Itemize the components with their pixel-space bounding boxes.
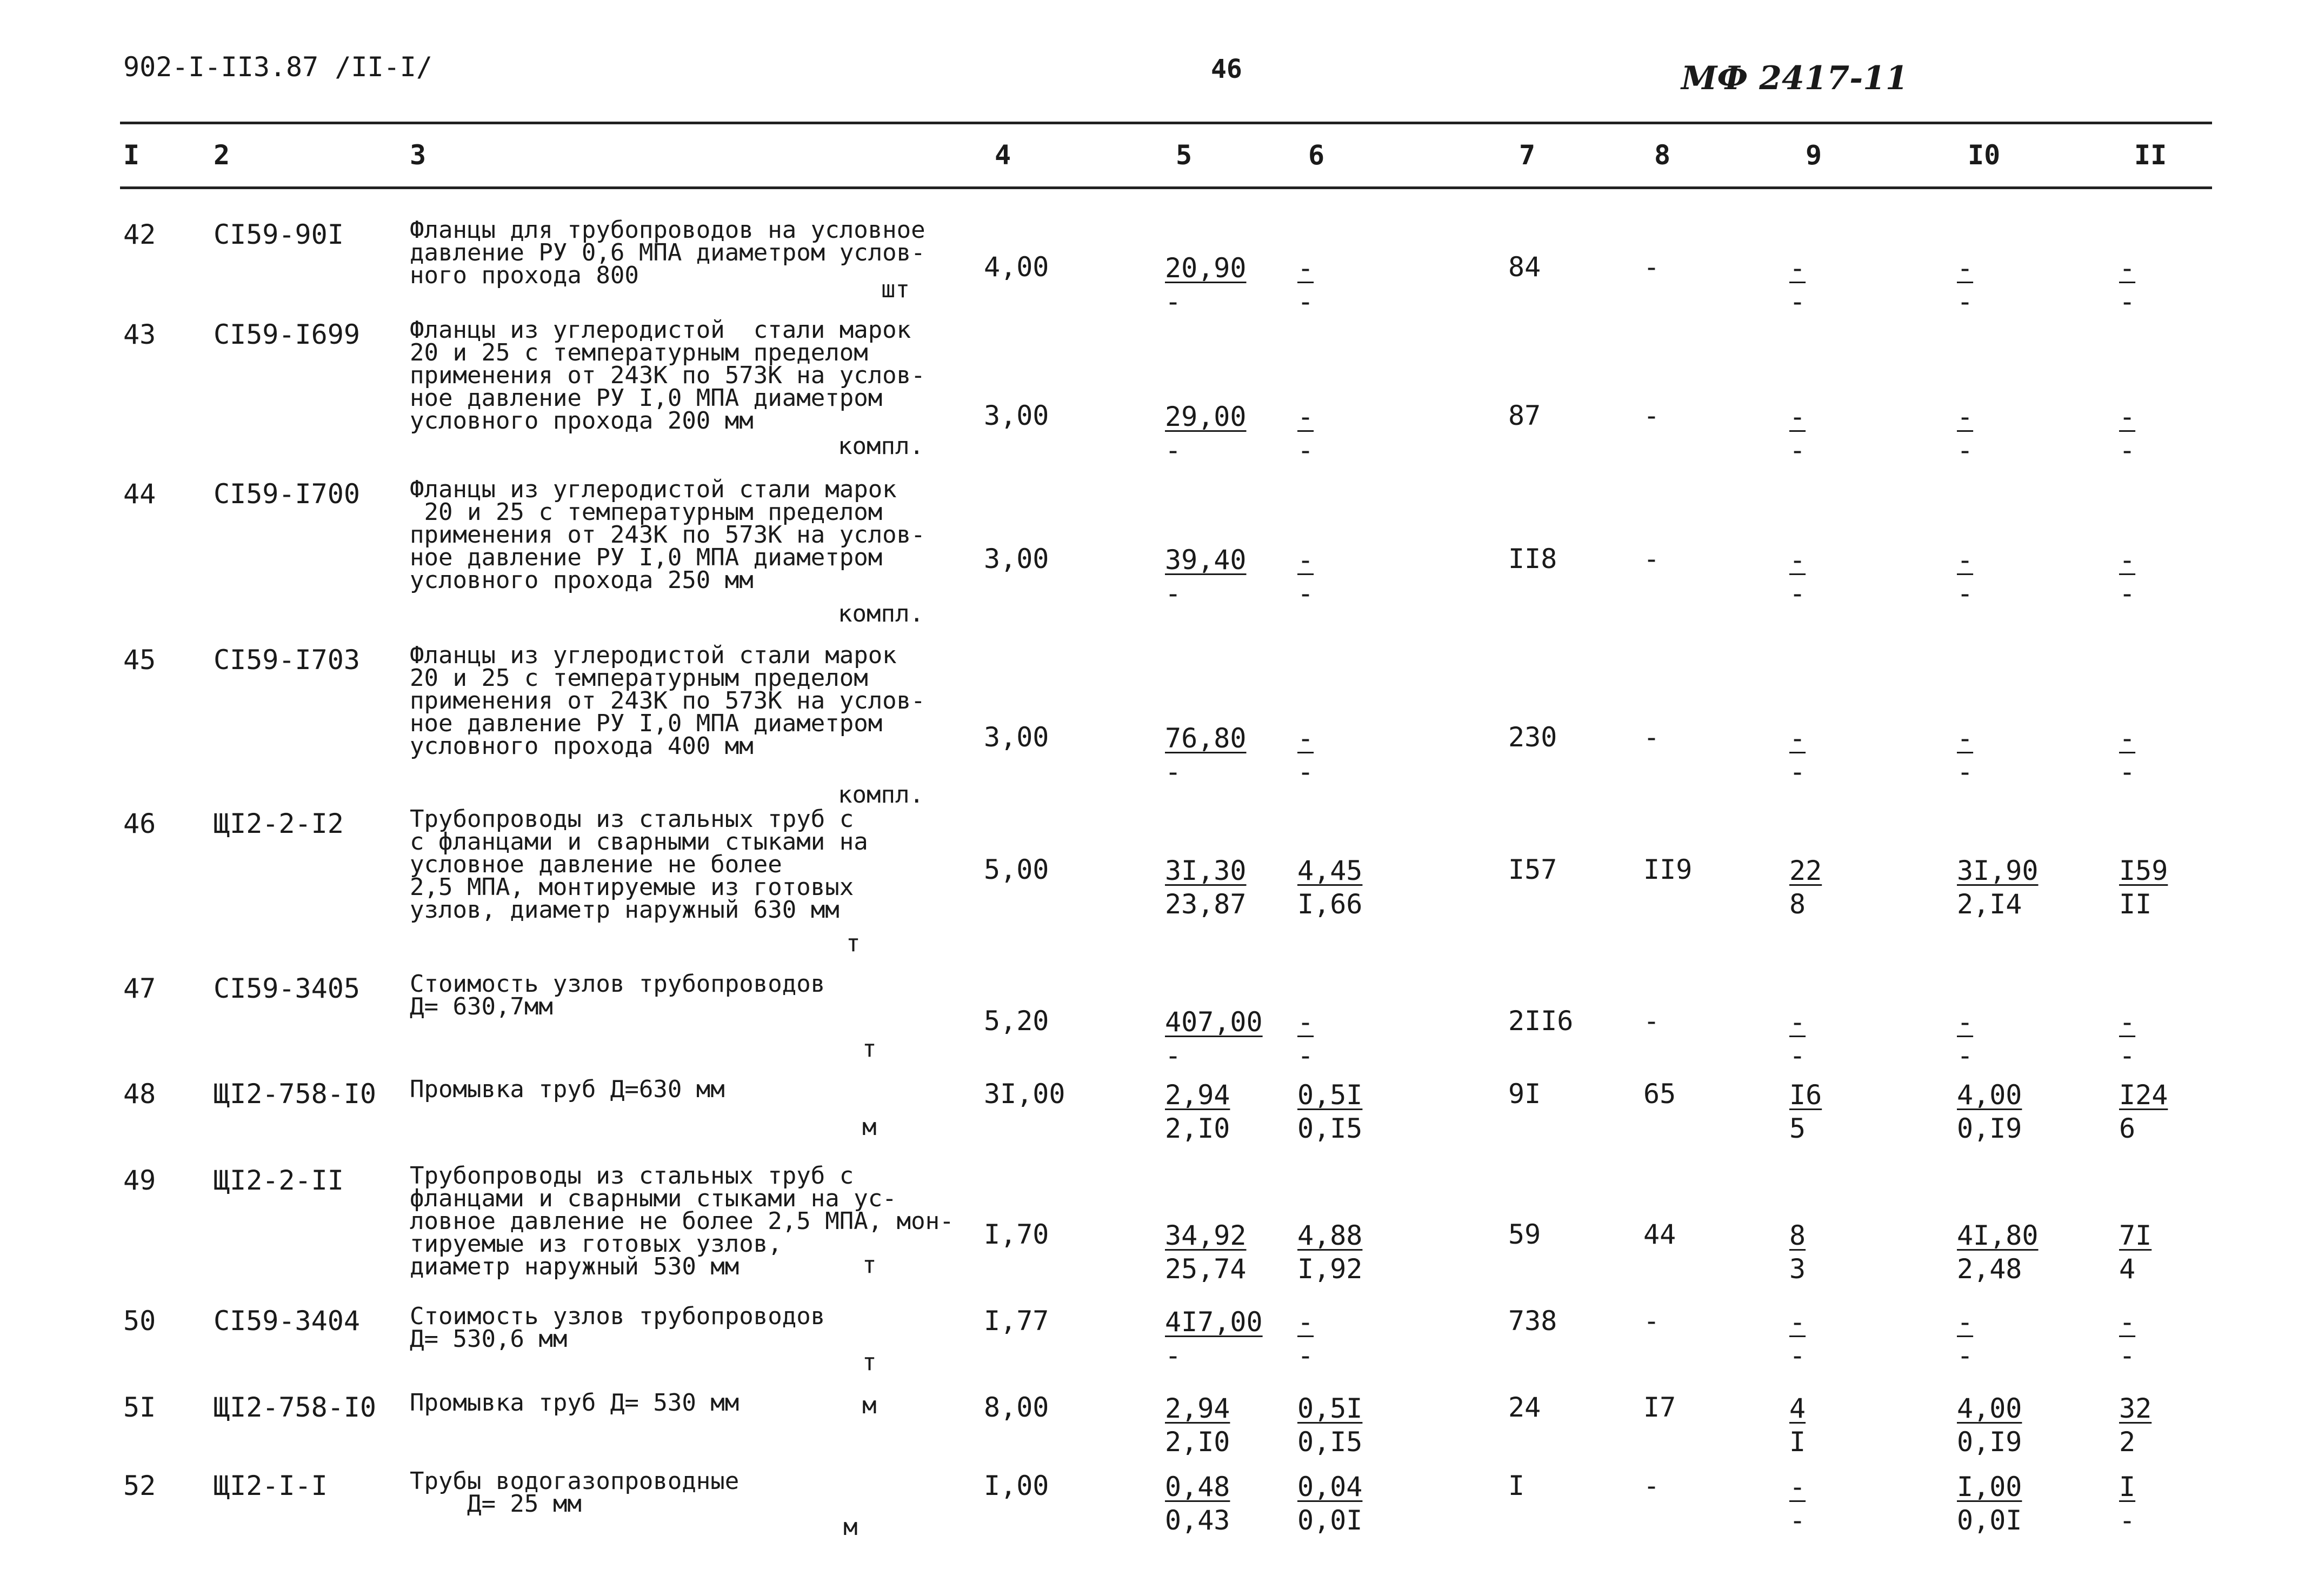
header-rule-bottom [120, 186, 2212, 189]
quantity: 4,00 [984, 251, 1049, 283]
quantity: I,00 [984, 1470, 1049, 1501]
unit-label: т [862, 1251, 877, 1279]
row-number: 47 [123, 973, 156, 1004]
c11-bottom: - [2119, 756, 2136, 787]
unit-label: компл. [838, 600, 924, 627]
c9-bottom: - [1789, 1040, 1806, 1071]
unit-label: компл. [838, 781, 924, 809]
value-c10 [1957, 1078, 2022, 1145]
value-c6 [1297, 400, 1314, 467]
c9-top: - [1789, 1306, 1806, 1338]
value-c5 [1165, 1078, 1230, 1145]
col-head-9: 9 [1806, 139, 1822, 171]
value-c11 [2119, 1078, 2168, 1145]
c10-bottom: - [1957, 286, 1974, 317]
rate-code: CI59-I700 [214, 478, 360, 510]
c9-top: - [1789, 1006, 1806, 1038]
value-c7: 84 [1508, 251, 1541, 283]
work-description: Трубопроводы из стальных труб с фланцами и сварными стыками на ус- ловное давление не более 2,5 МПА, мон- тируемые из готовых узлов, диаметр наружный 530 мм [410, 1162, 954, 1280]
c6-top: 4,45 [1297, 855, 1363, 886]
c11-bottom: - [2119, 286, 2136, 317]
c9-bottom: 8 [1789, 889, 1806, 920]
c10-bottom: - [1957, 756, 1974, 787]
c9-top: - [1789, 1471, 1806, 1502]
c10-top: - [1957, 1006, 1974, 1038]
value-c7: 738 [1508, 1305, 1557, 1337]
handwritten-stamp: МФ 2417-11 [1681, 59, 1908, 97]
unit-label: компл. [838, 432, 924, 460]
value-c9 [1789, 1219, 1806, 1286]
rate-code: ЩI2-2-II [214, 1165, 344, 1196]
value-c11 [2119, 1219, 2152, 1286]
value-c5 [1165, 543, 1247, 610]
value-c9 [1789, 854, 1822, 921]
value-c8: - [1643, 1470, 1660, 1501]
col-head-4: 4 [995, 139, 1011, 171]
c6-top: 0,04 [1297, 1471, 1363, 1502]
c9-bottom: 5 [1789, 1113, 1806, 1144]
c9-top: 8 [1789, 1220, 1806, 1251]
c6-top: - [1297, 401, 1314, 432]
value-c11 [2119, 1305, 2135, 1372]
c10-top: I,00 [1957, 1471, 2022, 1502]
c6-top: 0,5I [1297, 1393, 1363, 1424]
value-c8: II9 [1643, 854, 1693, 885]
value-c8: - [1643, 400, 1660, 431]
c11-bottom: - [2119, 578, 2136, 609]
value-c10 [1957, 854, 2039, 921]
c9-bottom: - [1789, 1505, 1806, 1536]
c5-bottom: - [1165, 578, 1182, 609]
value-c10 [1957, 1305, 1973, 1372]
rate-code: CI59-I703 [214, 644, 360, 676]
work-description: Фланцы из углеродистой стали марок 20 и 25 с температурным пределом применения от 243К по 573К на услов- ное давление РУ I,0 МПА диаметром условного прохода 250 мм [410, 476, 925, 594]
rate-code: ЩI2-758-I0 [214, 1392, 377, 1423]
c5-top: 76,80 [1165, 723, 1247, 754]
value-c10 [1957, 543, 1973, 610]
value-c8: 44 [1643, 1219, 1676, 1250]
c9-top: - [1789, 401, 1806, 432]
c10-top: - [1957, 1306, 1974, 1338]
row-number: 46 [123, 808, 156, 839]
c11-bottom: - [2119, 435, 2136, 466]
c5-top: 3I,30 [1165, 855, 1247, 886]
value-c10 [1957, 251, 1973, 318]
c6-bottom: - [1297, 756, 1314, 787]
c11-top: - [2119, 723, 2136, 754]
c9-top: 22 [1789, 855, 1822, 886]
work-description: Стоимость узлов трубопроводов Д= 530,6 мм [410, 1303, 825, 1353]
value-c7: 87 [1508, 400, 1541, 431]
value-c6 [1297, 1078, 1362, 1145]
value-c10 [1957, 1392, 2022, 1459]
c11-top: 32 [2119, 1393, 2152, 1424]
value-c5 [1165, 1005, 1263, 1072]
value-c11 [2119, 251, 2135, 318]
value-c10 [1957, 1005, 1973, 1072]
c5-bottom: - [1165, 1340, 1182, 1371]
work-description: Фланцы из углеродистой стали марок 20 и 25 с температурным пределом применения от 243К по 573К на услов- ное давление РУ I,0 МПА диаметром условного прохода 400 мм [410, 642, 925, 760]
c11-bottom: 2 [2119, 1426, 2136, 1458]
c10-bottom: - [1957, 578, 1974, 609]
c9-top: I6 [1789, 1079, 1822, 1111]
c6-bottom: - [1297, 435, 1314, 466]
quantity: 3,00 [984, 400, 1049, 431]
rate-code: CI59-3405 [214, 973, 360, 1004]
c5-bottom: - [1165, 435, 1182, 466]
value-c10 [1957, 400, 1973, 467]
value-c9 [1789, 543, 1806, 610]
unit-label: м [862, 1113, 877, 1141]
value-c10 [1957, 722, 1973, 789]
c6-bottom: 0,0I [1297, 1505, 1363, 1536]
c11-bottom: II [2119, 889, 2152, 920]
work-description: Трубы водогазопроводные Д= 25 мм [410, 1467, 740, 1518]
col-head-6: 6 [1308, 139, 1325, 171]
c6-top: - [1297, 1006, 1314, 1038]
c9-bottom: - [1789, 1340, 1806, 1371]
c11-top: - [2119, 252, 2136, 284]
c6-top: - [1297, 723, 1314, 754]
c5-bottom: 25,74 [1165, 1253, 1247, 1285]
work-description: Промывка труб Д= 530 мм [410, 1389, 740, 1417]
unit-label: т [846, 930, 861, 957]
value-c9 [1789, 722, 1806, 789]
unit-label: шт [881, 276, 910, 303]
value-c10 [1957, 1470, 2022, 1537]
value-c6 [1297, 251, 1314, 318]
value-c8: - [1643, 1305, 1660, 1337]
work-description: Трубопроводы из стальных труб с с фланцами и сварными стыками на условное давление не более 2,5 МПА, монтируемые из готовых узлов, диаметр наружный 630 мм [410, 805, 868, 924]
c6-bottom: - [1297, 1340, 1314, 1371]
doc-code: 902-I-II3.87 /II-I/ [123, 51, 432, 83]
c10-top: 4,00 [1957, 1393, 2022, 1424]
row-number: 42 [123, 219, 156, 250]
header-rule-top [120, 122, 2212, 124]
c6-bottom: - [1297, 286, 1314, 317]
col-head-7: 7 [1519, 139, 1536, 171]
c5-bottom: - [1165, 286, 1182, 317]
value-c11 [2119, 1392, 2152, 1459]
c6-top: - [1297, 1306, 1314, 1338]
c11-bottom: 6 [2119, 1113, 2136, 1144]
c6-bottom: 0,I5 [1297, 1113, 1363, 1144]
row-number: 45 [123, 644, 156, 676]
value-c7: 2II6 [1508, 1005, 1574, 1037]
col-head-10: I0 [1968, 139, 2001, 171]
c10-bottom: 2,48 [1957, 1253, 2022, 1285]
value-c6 [1297, 854, 1362, 921]
value-c9 [1789, 1392, 1806, 1459]
unit-label: т [862, 1035, 877, 1063]
row-number: 52 [123, 1470, 156, 1501]
rate-code: CI59-3404 [214, 1305, 360, 1337]
c5-top: 0,48 [1165, 1471, 1230, 1502]
c6-top: - [1297, 544, 1314, 576]
c9-bottom: - [1789, 756, 1806, 787]
c10-top: - [1957, 544, 1974, 576]
c5-top: 20,90 [1165, 252, 1247, 284]
c5-top: 2,94 [1165, 1393, 1230, 1424]
value-c11 [2119, 543, 2135, 610]
c5-top: 29,00 [1165, 401, 1247, 432]
c5-bottom: - [1165, 1040, 1182, 1071]
value-c9 [1789, 251, 1806, 318]
value-c6 [1297, 1305, 1314, 1372]
value-c7: I [1508, 1470, 1525, 1501]
value-c8: - [1643, 543, 1660, 575]
c5-top: 407,00 [1165, 1006, 1263, 1038]
c11-top: I24 [2119, 1079, 2168, 1111]
c10-bottom: - [1957, 1340, 1974, 1371]
c6-bottom: I,66 [1297, 889, 1363, 920]
value-c9 [1789, 400, 1806, 467]
c5-bottom: 23,87 [1165, 889, 1247, 920]
c5-top: 39,40 [1165, 544, 1247, 576]
value-c7: 9I [1508, 1078, 1541, 1110]
row-number: 48 [123, 1078, 156, 1110]
c10-bottom: - [1957, 435, 1974, 466]
quantity: 3,00 [984, 543, 1049, 575]
c9-bottom: - [1789, 578, 1806, 609]
value-c11 [2119, 854, 2168, 921]
quantity: I,77 [984, 1305, 1049, 1337]
c6-top: 0,5I [1297, 1079, 1363, 1111]
rate-code: ЩI2-2-I2 [214, 808, 344, 839]
c6-top: 4,88 [1297, 1220, 1363, 1251]
c5-bottom: 2,I0 [1165, 1113, 1230, 1144]
value-c5 [1165, 854, 1247, 921]
quantity: 8,00 [984, 1392, 1049, 1423]
value-c8: - [1643, 1005, 1660, 1037]
value-c5 [1165, 1305, 1263, 1372]
c5-top: 4I7,00 [1165, 1306, 1263, 1338]
c10-top: - [1957, 401, 1974, 432]
c6-bottom: - [1297, 1040, 1314, 1071]
value-c6 [1297, 1005, 1314, 1072]
c11-top: - [2119, 1006, 2136, 1038]
value-c7: 230 [1508, 722, 1557, 753]
c11-top: 7I [2119, 1220, 2152, 1251]
c10-top: - [1957, 252, 1974, 284]
c9-top: - [1789, 723, 1806, 754]
c5-top: 2,94 [1165, 1079, 1230, 1111]
value-c8: - [1643, 251, 1660, 283]
value-c8: 65 [1643, 1078, 1676, 1110]
row-number: 49 [123, 1165, 156, 1196]
value-c11 [2119, 1005, 2135, 1072]
c10-bottom: 0,0I [1957, 1505, 2022, 1536]
value-c10 [1957, 1219, 2039, 1286]
unit-label: м [843, 1513, 858, 1541]
work-description: Промывка труб Д=630 мм [410, 1076, 725, 1103]
value-c5 [1165, 722, 1247, 789]
work-description: Фланцы для трубопроводов на условное давление РУ 0,6 МПА диаметром услов- ного прохода 800 [410, 216, 925, 289]
value-c5 [1165, 1392, 1230, 1459]
row-number: 43 [123, 319, 156, 350]
c11-top: I [2119, 1471, 2136, 1502]
quantity: 3I,00 [984, 1078, 1065, 1110]
value-c8: - [1643, 722, 1660, 753]
value-c11 [2119, 400, 2135, 467]
c11-top: - [2119, 401, 2136, 432]
c9-bottom: - [1789, 435, 1806, 466]
row-number: 50 [123, 1305, 156, 1337]
value-c5 [1165, 400, 1247, 467]
c9-bottom: I [1789, 1426, 1806, 1458]
row-number: 5I [123, 1392, 156, 1423]
value-c7: I57 [1508, 854, 1557, 885]
c5-bottom: 0,43 [1165, 1505, 1230, 1536]
work-description: Стоимость узлов трубопроводов Д= 630,7мм [410, 970, 825, 1020]
rate-code: CI59-I699 [214, 319, 360, 350]
value-c7: 24 [1508, 1392, 1541, 1423]
c10-bottom: - [1957, 1040, 1974, 1071]
value-c8: I7 [1643, 1392, 1676, 1423]
value-c6 [1297, 1470, 1362, 1537]
c10-bottom: 0,I9 [1957, 1426, 2022, 1458]
c11-top: I59 [2119, 855, 2168, 886]
rate-code: ЩI2-I-I [214, 1470, 328, 1501]
c11-bottom: 4 [2119, 1253, 2136, 1285]
value-c6 [1297, 1392, 1362, 1459]
c5-bottom: - [1165, 756, 1182, 787]
work-description: Фланцы из углеродистой стали марок 20 и 25 с температурным пределом применения от 243К по 573К на услов- ное давление РУ I,0 МПА диаметром условного прохода 200 мм [410, 316, 925, 435]
c6-top: - [1297, 252, 1314, 284]
unit-label: т [862, 1348, 877, 1376]
c9-bottom: 3 [1789, 1253, 1806, 1285]
c11-bottom: - [2119, 1040, 2136, 1071]
c9-top: - [1789, 544, 1806, 576]
c9-top: 4 [1789, 1393, 1806, 1424]
value-c9 [1789, 1078, 1822, 1145]
value-c7: 59 [1508, 1219, 1541, 1250]
c10-top: 4,00 [1957, 1079, 2022, 1111]
value-c5 [1165, 1470, 1230, 1537]
c6-bottom: I,92 [1297, 1253, 1363, 1285]
c10-top: - [1957, 723, 1974, 754]
value-c9 [1789, 1305, 1806, 1372]
quantity: 5,00 [984, 854, 1049, 885]
col-head-2: 2 [214, 139, 230, 171]
c6-bottom: - [1297, 578, 1314, 609]
c5-bottom: 2,I0 [1165, 1426, 1230, 1458]
c11-top: - [2119, 544, 2136, 576]
col-head-3: 3 [410, 139, 427, 171]
c6-bottom: 0,I5 [1297, 1426, 1363, 1458]
c10-top: 3I,90 [1957, 855, 2039, 886]
c9-bottom: - [1789, 286, 1806, 317]
quantity: I,70 [984, 1219, 1049, 1250]
c11-bottom: - [2119, 1505, 2136, 1536]
quantity: 3,00 [984, 722, 1049, 753]
c5-top: 34,92 [1165, 1220, 1247, 1251]
row-number: 44 [123, 478, 156, 510]
c10-top: 4I,80 [1957, 1220, 2039, 1251]
value-c9 [1789, 1470, 1806, 1537]
value-c6 [1297, 543, 1314, 610]
value-c6 [1297, 1219, 1362, 1286]
rate-code: CI59-90I [214, 219, 344, 250]
col-head-5: 5 [1176, 139, 1193, 171]
page-number: 46 [1211, 54, 1242, 84]
col-head-8: 8 [1654, 139, 1671, 171]
c10-bottom: 0,I9 [1957, 1113, 2022, 1144]
quantity: 5,20 [984, 1005, 1049, 1037]
value-c5 [1165, 1219, 1247, 1286]
unit-label: м [862, 1392, 877, 1419]
c11-bottom: - [2119, 1340, 2136, 1371]
value-c11 [2119, 1470, 2135, 1537]
rate-code: ЩI2-758-I0 [214, 1078, 377, 1110]
value-c9 [1789, 1005, 1806, 1072]
col-head-11: II [2134, 139, 2167, 171]
value-c5 [1165, 251, 1247, 318]
c11-top: - [2119, 1306, 2136, 1338]
value-c6 [1297, 722, 1314, 789]
col-head-1: I [123, 139, 140, 171]
c10-bottom: 2,I4 [1957, 889, 2022, 920]
value-c11 [2119, 722, 2135, 789]
c9-top: - [1789, 252, 1806, 284]
value-c7: II8 [1508, 543, 1557, 575]
